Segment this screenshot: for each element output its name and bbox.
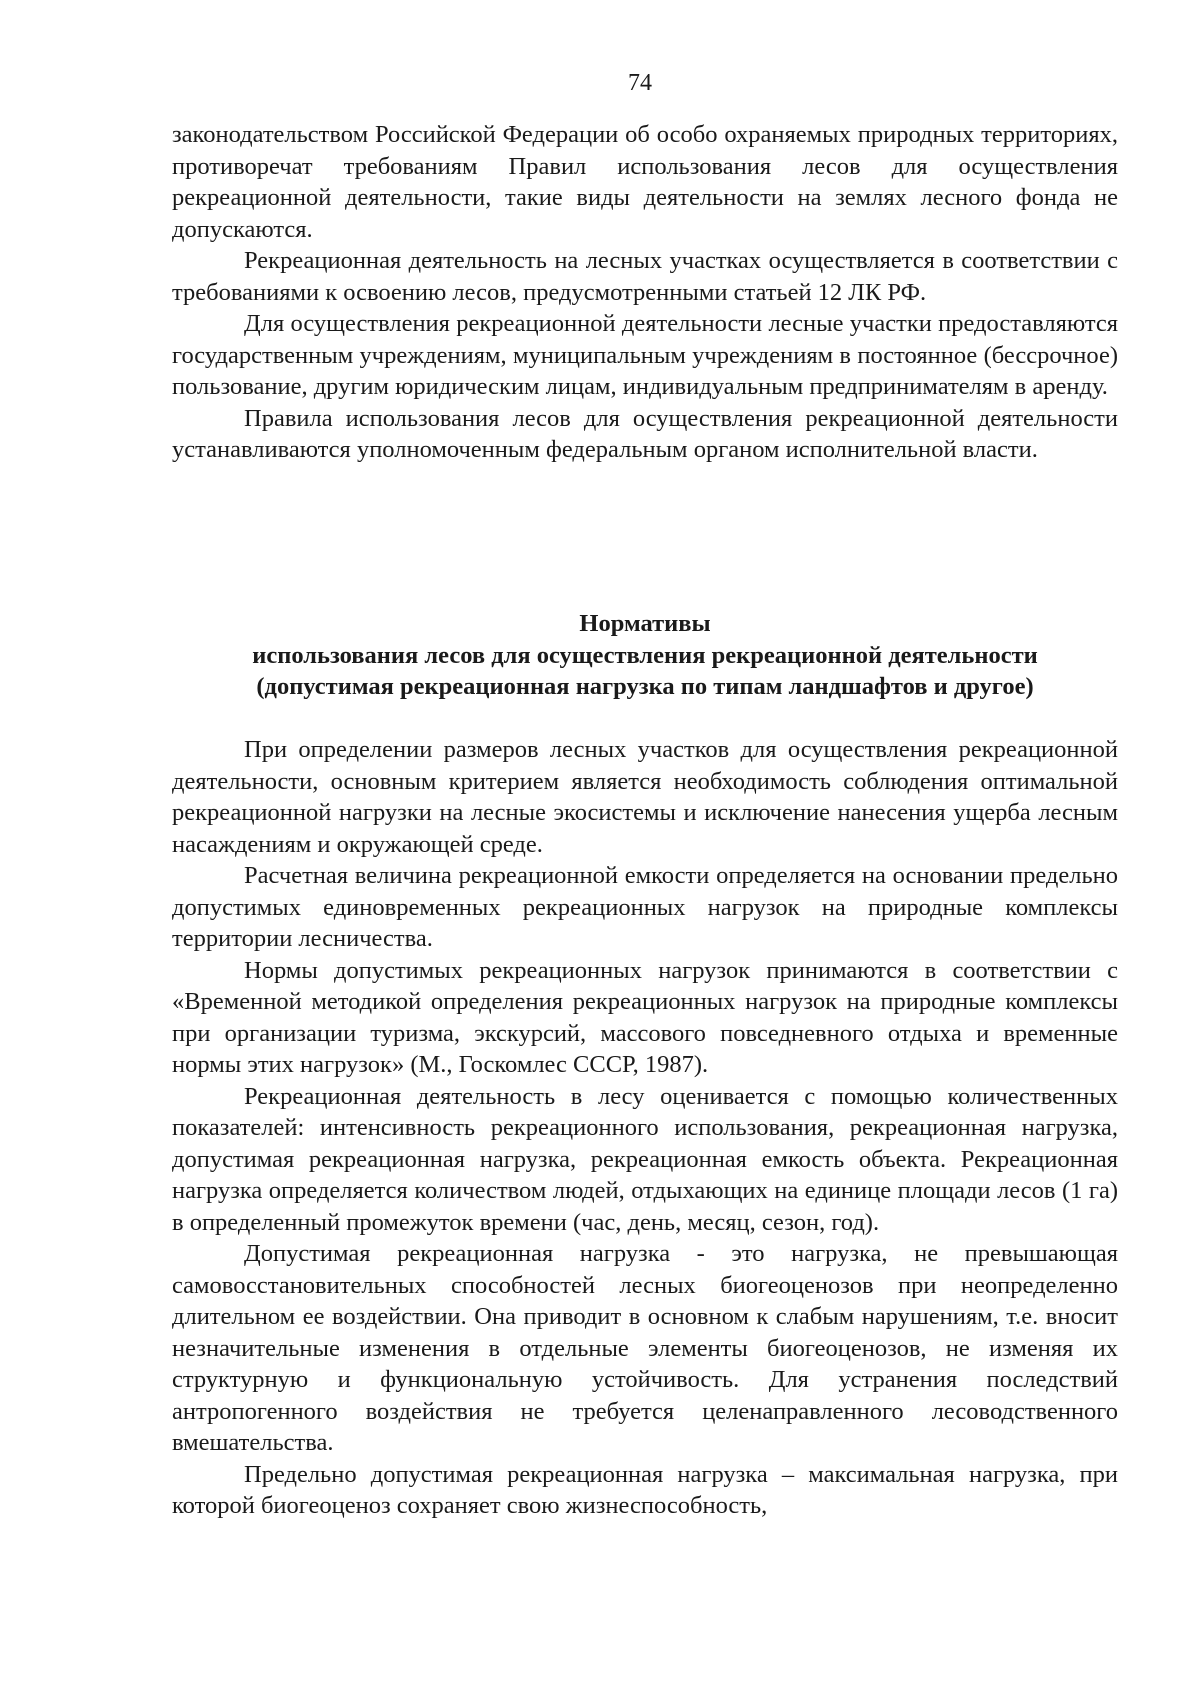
section-heading (172, 608, 1118, 703)
paragraph: Нормы допустимых рекреационных нагрузок принимаются в соответствии с «Временной методикой определения рекреационных нагрузок на природные комплексы при организации туризма, экскурсий, массового повседневного отдыха и временные нормы этих нагрузок» (М., Госкомлес СССР, 1987). (172, 956, 1118, 1078)
paragraph-continuation: законодательством Российской Федерации об особо охраняемых природных территориях, противоречат требованиям Правил использования лесов для осуществления рекреационной деятельности, такие виды деятельности на землях лесного фонда не допускаются. (172, 121, 1118, 243)
paragraph: Расчетная величина рекреационной емкости определяется на основании предельно допустимых единовременных рекреационных нагрузок на природные комплексы территории лесничества. (172, 862, 1118, 952)
paragraph: Предельно допустимая рекреационная нагрузка – максимальная нагрузка, при которой биогеоценоз сохраняет свою жизнеспособность, (172, 1460, 1118, 1519)
section-heading-title: Нормативы (579, 610, 711, 637)
section-heading-subtitle: использования лесов для осуществления рекреационной деятельности (252, 641, 1038, 669)
bottom-text-block (172, 734, 1118, 1522)
paragraph: При определении размеров лесных участков для осуществления рекреационной деятельности, основным критерием является необходимость соблюдения оптимальной рекреационной нагрузки на лесные экосистемы и исключение нанесения ущерба лесным насаждениям и окружающей среде. (172, 736, 1118, 858)
section-heading-note: (допустимая рекреационная нагрузка по типам ландшафтов и другое) (256, 673, 1034, 700)
page-number: 74 (628, 70, 652, 96)
paragraph: Рекреационная деятельность в лесу оценивается с помощью количественных показателей: интенсивность рекреационного использования, рекреационная нагрузка, допустимая рекреационная нагрузка, рекреационная емкость объекта. Рекреационная нагрузка определяется количеством людей, отдыхающих на единице площади лесов (1 га) в определенный промежуток времени (час, день, месяц, сезон, год). (172, 1082, 1118, 1236)
paragraph: Рекреационная деятельность на лесных участках осуществляется в соответствии с требованиями к освоению лесов, предусмотренными статьей 12 ЛК РФ. (172, 247, 1118, 306)
paragraph: Для осуществления рекреационной деятельности лесные участки предоставляются государственным учреждениям, муниципальным учреждениям в постоянное (бессрочное) пользование, другим юридическим лицам, индивидуальным предпринимателям в аренду. (172, 310, 1118, 400)
paragraph: Допустимая рекреационная нагрузка - это нагрузка, не превышающая самовосстановительных способностей лесных биогеоценозов при неопределенно длительном ее воздействии. Она приводит в основном к слабым нарушениям, т.е. вносит незначительные изменения в отдельные элементы биогеоценозов, не изменяя их структурную и функциональную устойчивость. Для устранения последствий антропогенного воздействия не требуется целенаправленного лесоводственного вмешательства. (172, 1240, 1118, 1456)
top-text-block (172, 119, 1118, 466)
paragraph: Правила использования лесов для осуществления рекреационной деятельности устанавливаются уполномоченным федеральным органом исполнительной власти. (172, 404, 1118, 463)
